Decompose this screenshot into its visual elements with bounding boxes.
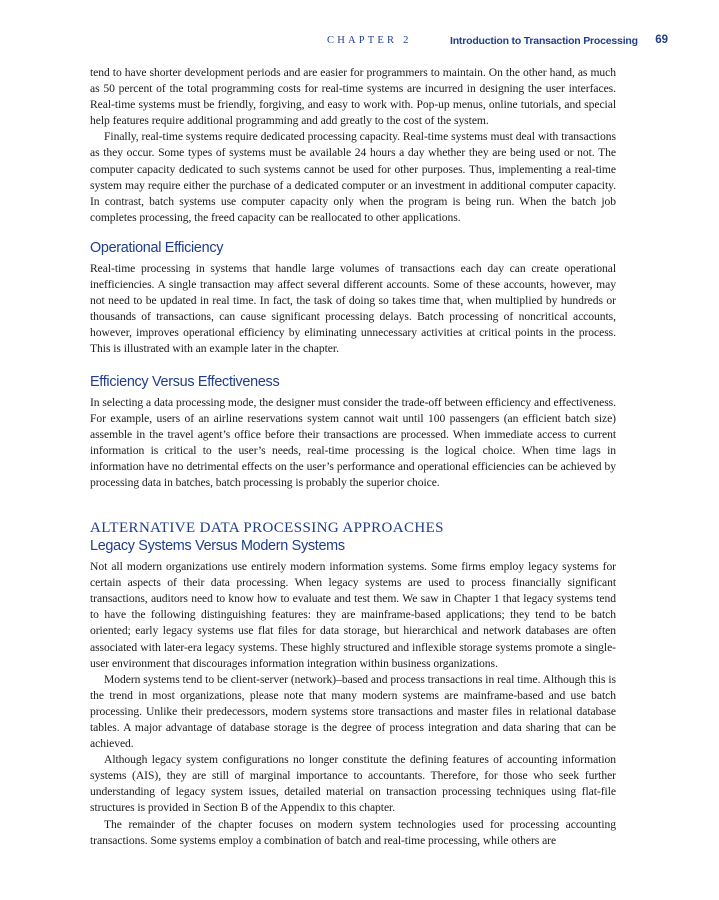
paragraph-6: Modern systems tend to be client-server (network)–based and process transactions in real time. Although this is the trend in most organizations, please note that many modern systems are mainframe-based and use batch processing. Unlike their predecessors, modern systems store transactions and master files in relational database tables. A major advantage of database storage is the degree of process integration and data sharing that can be achieved.	[90, 672, 616, 751]
page-body	[90, 65, 616, 849]
heading-legacy-versus-modern: Legacy Systems Versus Modern Systems	[90, 538, 345, 555]
paragraph-3: Real-time processing in systems that handle large volumes of transactions each day can create operational inefficiencies. A single transaction may affect several different accounts. Some of these accounts, however, may not need to be updated in real time. In fact, the task of doing so takes time that, when multiplied by hundreds or thousands of transactions, can cause significant processing delays. Batch processing of noncritical accounts, however, improves operational efficiency by eliminating unnecessary activities at critical points in the process. This is illustrated with an example later in the chapter.	[90, 261, 616, 356]
paragraph-5: Not all modern organizations use entirely modern information systems. Some firms employ legacy systems for certain aspects of their data processing. When legacy systems are used to process financially significant transactions, auditors need to know how to evaluate and test them. We saw in Chapter 1 that legacy systems tend to have the following distinguishing features: they are mainframe-based applications; they tend to be batch oriented; early legacy systems use flat files for data storage, but hierarchical and network databases are often associated with later-era legacy systems. These highly structured and inflexible storage systems promote a single-user environment that discourages information integration within business organizations.	[90, 560, 616, 670]
heading-efficiency-versus-effectiveness: Efficiency Versus Effectiveness	[90, 373, 280, 390]
chapter-title: Introduction to Transaction Processing	[450, 35, 638, 47]
paragraph-2: Finally, real-time systems require dedicated processing capacity. Real-time systems must deal with transactions as they occur. Some types of systems must be available 24 hours a day whether they are being used or not. The computer capacity dedicated to such systems cannot be used for other purposes. Thus, implementing a real-time system may require either the purchase of a dedicated computer or an investment in additional computer capacity. In contrast, batch systems use computer capacity only when the program is being run. When the batch job completes processing, the freed capacity can be reallocated to other applications.	[90, 130, 616, 224]
paragraph-1: tend to have shorter development periods and are easier for programmers to maintain. On the other hand, as much as 50 percent of the total programming costs for real-time systems are incurred in designing the user interfaces. Real-time systems must be friendly, forgiving, and easy to work with. Pop-up menus, online tutorials, and special help features require additional programming and add greatly to the cost of the system.	[90, 66, 616, 128]
paragraph-8: The remainder of the chapter focuses on modern system technologies used for processing accounting transactions. Some systems employ a combination of batch and real-time processing, while others are	[90, 817, 616, 847]
paragraph-7: Although legacy system configurations no longer constitute the defining features of accounting information systems (AIS), they are still of marginal importance to accountants. Therefore, for those who seek further understanding of legacy system issues, detailed material on transaction processing techniques using flat-file structures is provided in Section B of the Appendix to this chapter.	[90, 753, 616, 815]
chapter-label: CHAPTER 2	[327, 35, 412, 46]
page-number: 69	[655, 34, 668, 46]
heading-alternative-approaches: ALTERNATIVE DATA PROCESSING APPROACHES	[90, 520, 444, 537]
heading-operational-efficiency: Operational Efficiency	[90, 239, 224, 256]
running-header	[90, 34, 668, 50]
paragraph-4: In selecting a data processing mode, the designer must consider the trade-off between efficiency and effectiveness. For example, users of an airline reservations system cannot wait until 100 passengers (an efficient batch size) assemble in the travel agent’s office before their transactions are processed. When immediate access to current information is critical to the user’s needs, real-time processing is the logical choice. When time lags in information have no detrimental effects on the user’s performance and operational efficiencies can be achieved by processing data in batches, batch processing is probably the superior choice.	[90, 395, 616, 489]
